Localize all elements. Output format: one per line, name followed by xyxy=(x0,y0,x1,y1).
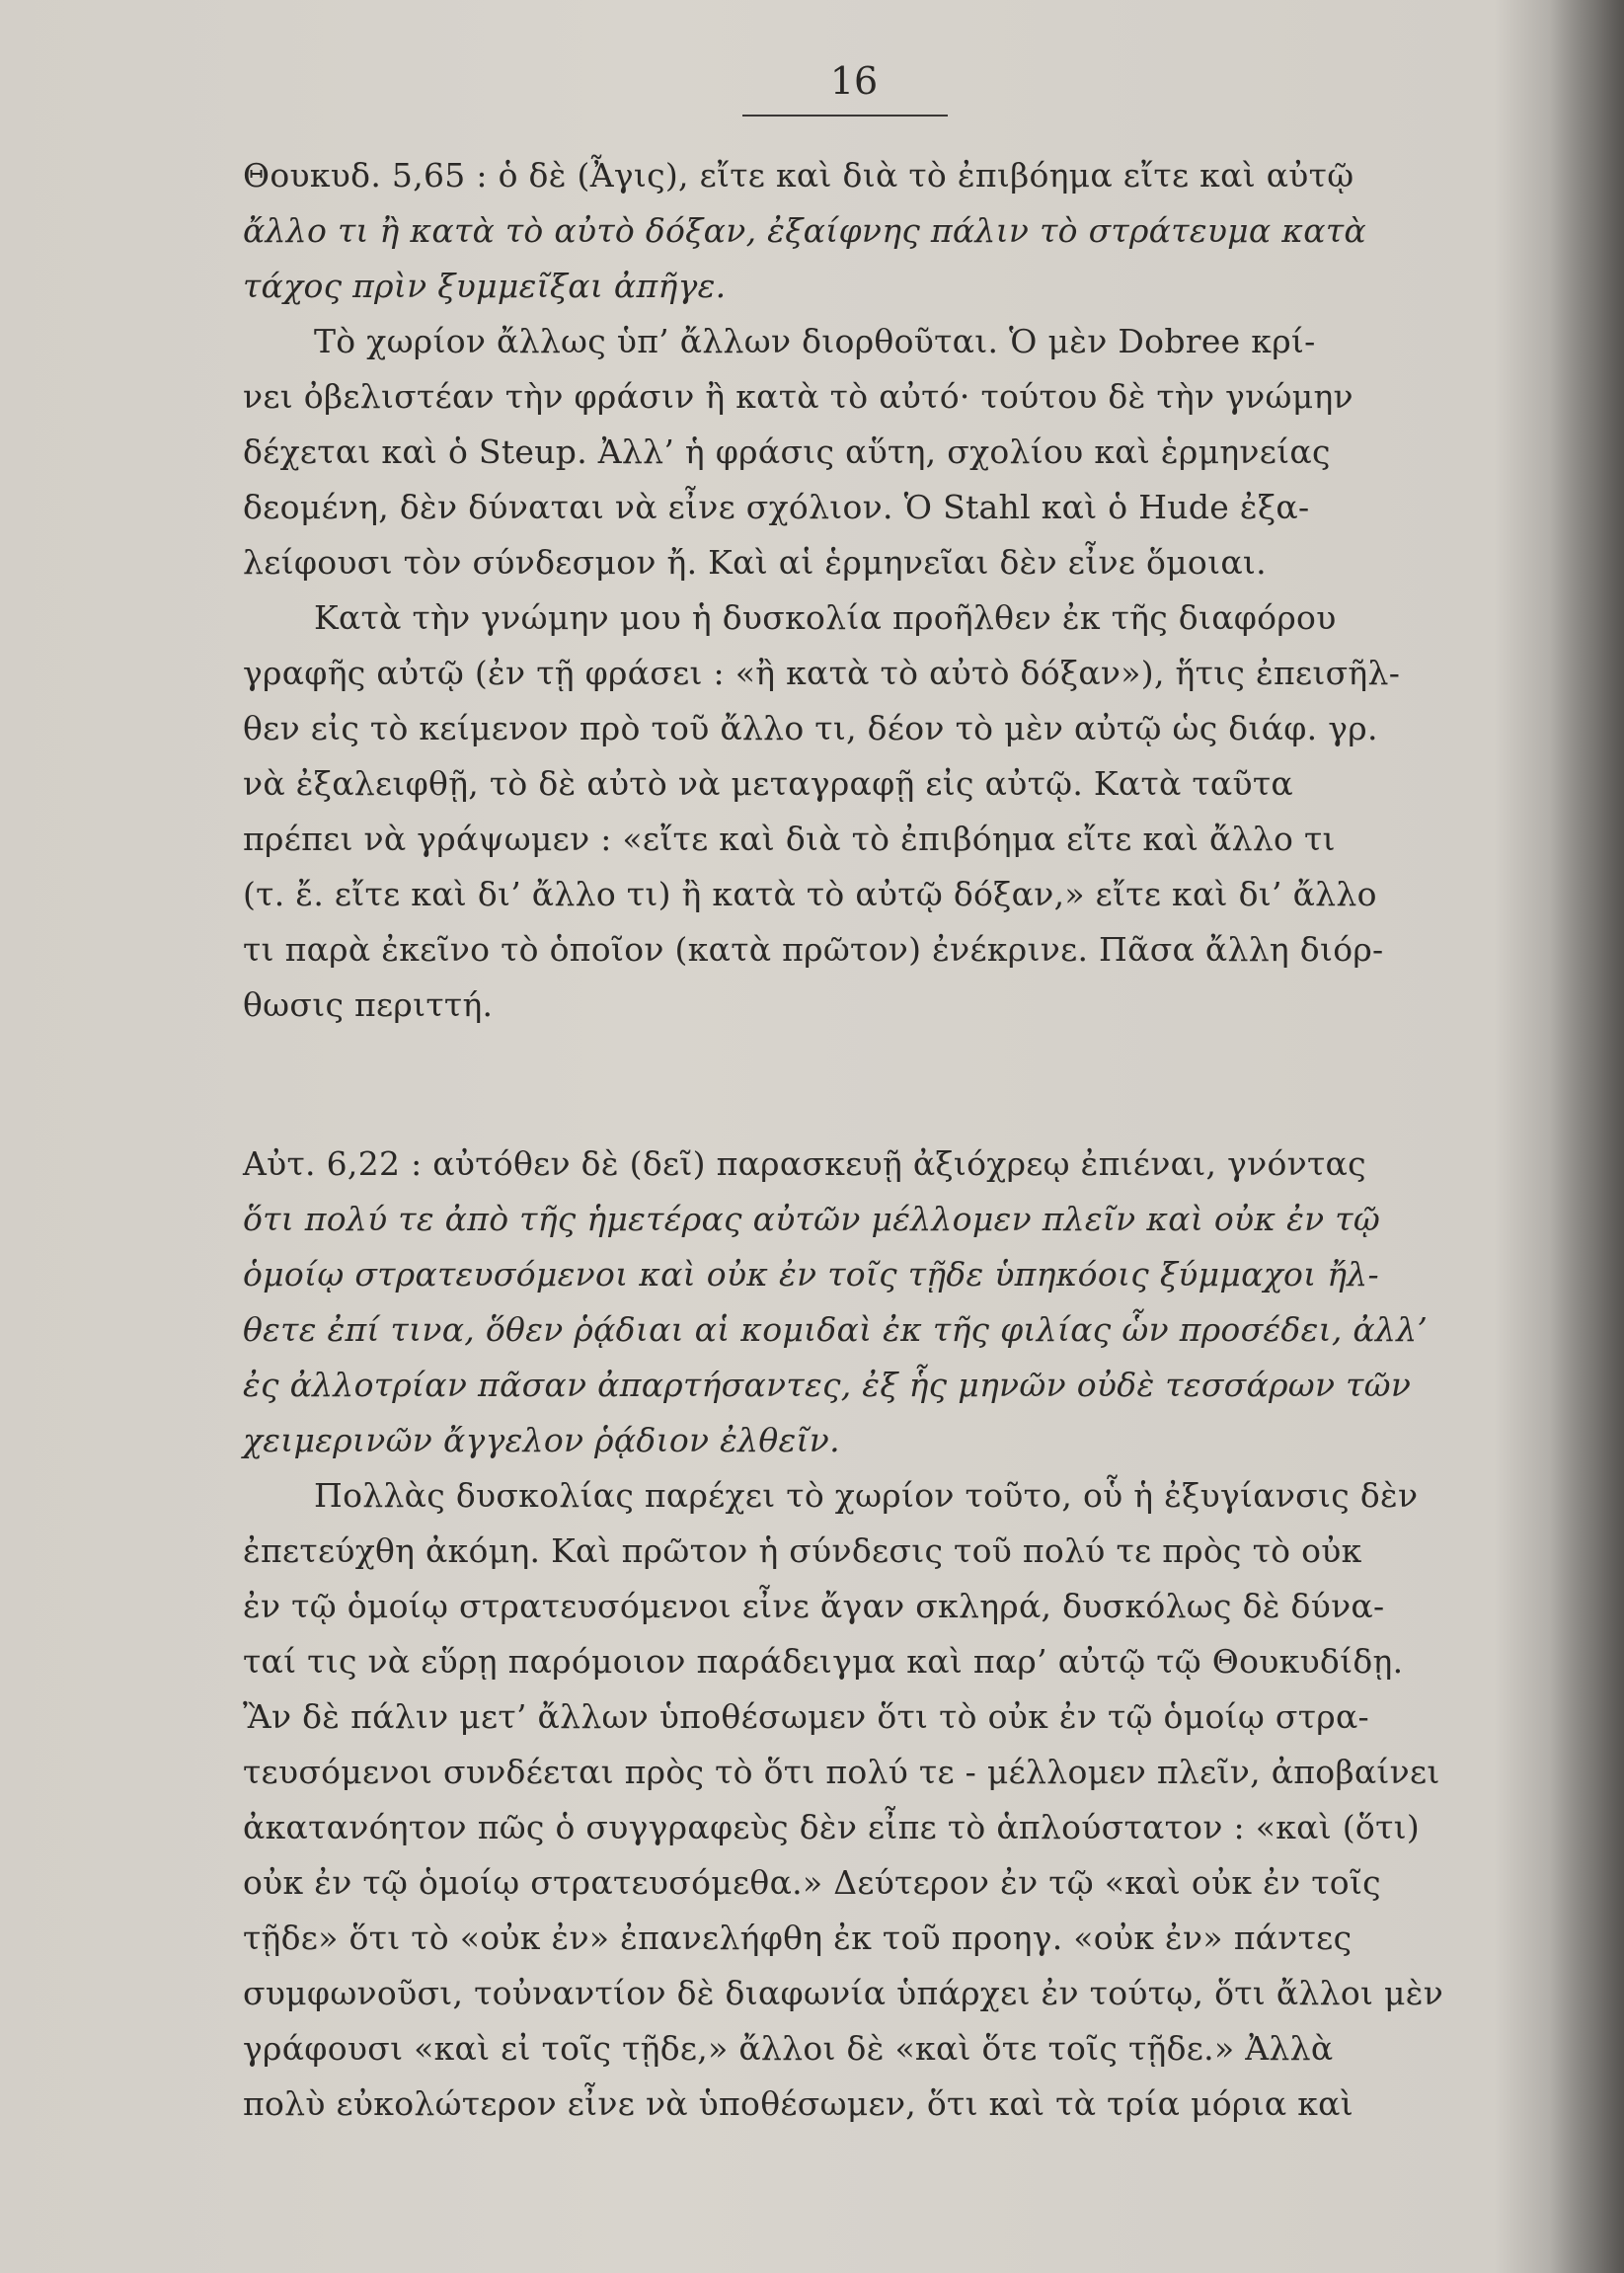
text-line: τι παρὰ ἐκεῖνο τὸ ὁποῖον (κατὰ πρῶτον) ἐνέκρινε. Πᾶσα ἄλλη διόρ- xyxy=(243,930,1384,969)
text-line: δεομένη, δὲν δύναται νὰ εἶνε σχόλιον. Ὁ Stahl καὶ ὁ Hude ἐξα- xyxy=(243,488,1310,526)
text-line: πρέπει νὰ γράψωμεν : «εἴτε καὶ διὰ τὸ ἐπιβόημα εἴτε καὶ ἄλλο τι xyxy=(243,820,1336,858)
page-number-rule xyxy=(742,115,948,117)
text-line: θετε ἐπί τινα, ὅθεν ῥᾴδιαι αἱ κομιδαὶ ἐκ τῆς φιλίας ὧν προσέδει, ἀλλ’ xyxy=(243,1310,1429,1349)
text-line: ὁμοίῳ στρατευσόμενοι καὶ οὐκ ἐν τοῖς τῇδε ὑπηκόοις ξύμμαχοι ἤλ- xyxy=(243,1255,1379,1293)
text-line: ἐν τῷ ὁμοίῳ στρατευσόμενοι εἶνε ἄγαν σκληρά, δυσκόλως δὲ δύνα- xyxy=(243,1587,1385,1625)
text-line: θεν εἰς τὸ κείμενον πρὸ τοῦ ἄλλο τι, δέον τὸ μὲν αὐτῷ ὡς διάφ. γρ. xyxy=(243,709,1378,747)
text-line: Ἂν δὲ πάλιν μετ’ ἄλλων ὑποθέσωμεν ὅτι τὸ οὐκ ἐν τῷ ὁμοίῳ στρα- xyxy=(243,1697,1369,1736)
text-line: χειμερινῶν ἄγγελον ῥᾴδιον ἐλθεῖν. xyxy=(243,1421,840,1459)
text-line: γράφουσι «καὶ εἰ τοῖς τῇδε,» ἄλλοι δὲ «καὶ ὅτε τοῖς τῇδε.» Ἀλλὰ xyxy=(243,2029,1334,2068)
text-line: τευσόμενοι συνδέεται πρὸς τὸ ὅτι πολύ τε - μέλλομεν πλεῖν, ἀποβαίνει xyxy=(243,1753,1440,1791)
text-line: τάχος πρὶν ξυμμεῖξαι ἀπῆγε. xyxy=(243,267,727,305)
text-line: οὐκ ἐν τῷ ὁμοίῳ στρατευσόμεθα.» Δεύτερον ἐν τῷ «καὶ οὐκ ἐν τοῖς xyxy=(243,1863,1381,1902)
text-line: Κατὰ τὴν γνώμην μου ἡ δυσκολία προῆλθεν ἐκ τῆς διαφόρου xyxy=(314,598,1337,637)
text-line: Αὐτ. 6,22 : αὐτόθεν δὲ (δεῖ) παρασκευῇ ἀξιόχρεῳ ἐπιέναι, γνόντας xyxy=(243,1144,1366,1183)
text-section-2 xyxy=(243,1136,1467,2132)
text-line: ἀκατανόητον πῶς ὁ συγγραφεὺς δὲν εἶπε τὸ ἁπλούστατον : «καὶ (ὅτι) xyxy=(243,1808,1421,1846)
text-line: ταί τις νὰ εὕρῃ παρόμοιον παράδειγμα καὶ παρ’ αὐτῷ τῷ Θουκυδίδῃ. xyxy=(243,1642,1404,1681)
text-line: ὅτι πολύ τε ἀπὸ τῆς ἡμετέρας αὐτῶν μέλλομεν πλεῖν καὶ οὐκ ἐν τῷ xyxy=(243,1200,1381,1238)
text-line: ἐπετεύχθη ἀκόμη. Καὶ πρῶτον ἡ σύνδεσις τοῦ πολύ τε πρὸς τὸ οὐκ xyxy=(243,1531,1362,1570)
text-line: συμφωνοῦσι, τοὐναντίον δὲ διαφωνία ὑπάρχει ἐν τούτῳ, ὅτι ἄλλοι μὲν xyxy=(243,1974,1444,2012)
text-line: νει ὀβελιστέαν τὴν φράσιν ἢ κατὰ τὸ αὐτό· τούτου δὲ τὴν γνώμην xyxy=(243,377,1353,416)
page-number: 16 xyxy=(829,59,879,103)
text-line: νὰ ἐξαλειφθῇ, τὸ δὲ αὐτὸ νὰ μεταγραφῇ εἰς αὐτῷ. Κατὰ ταῦτα xyxy=(243,764,1294,803)
text-line: πολὺ εὐκολώτερον εἶνε νὰ ὑποθέσωμεν, ὅτι καὶ τὰ τρία μόρια καὶ xyxy=(243,2084,1353,2123)
text-line: θωσις περιττή. xyxy=(243,985,494,1024)
text-line: ἐς ἀλλοτρίαν πᾶσαν ἀπαρτήσαντες, ἐξ ἧς μηνῶν οὐδὲ τεσσάρων τῶν xyxy=(243,1366,1412,1404)
text-line: Τὸ χωρίον ἄλλως ὑπ’ ἄλλων διορθοῦται. Ὁ μὲν Dobree κρί- xyxy=(314,322,1316,360)
text-line: (τ. ἔ. εἴτε καὶ δι’ ἄλλο τι) ἢ κατὰ τὸ αὐτῷ δόξαν,» εἴτε καὶ δι’ ἄλλο xyxy=(243,875,1377,913)
text-line: Πολλὰς δυσκολίας παρέχει τὸ χωρίον τοῦτο, οὗ ἡ ἐξυγίανσις δὲν xyxy=(314,1476,1419,1515)
text-line: δέχεται καὶ ὁ Steup. Ἀλλ’ ἡ φράσις αὕτη, σχολίου καὶ ἑρμηνείας xyxy=(243,432,1331,471)
text-line: λείφουσι τὸν σύνδεσμον ἤ. Καὶ αἱ ἑρμηνεῖαι δὲν εἶνε ὅμοιαι. xyxy=(243,543,1267,582)
text-line: τῇδε» ὅτι τὸ «οὐκ ἐν» ἐπανελήφθη ἐκ τοῦ προηγ. «οὐκ ἐν» πάντες xyxy=(243,1919,1353,1957)
text-line: Θουκυδ. 5,65 : ὁ δὲ (Ἆγις), εἴτε καὶ διὰ τὸ ἐπιβόημα εἴτε καὶ αὐτῷ xyxy=(243,156,1354,195)
page-binding-shadow xyxy=(1550,0,1624,2273)
text-section-1 xyxy=(243,148,1467,1033)
text-line: ἄλλο τι ἢ κατὰ τὸ αὐτὸ δόξαν, ἐξαίφνης πάλιν τὸ στράτευμα κατὰ xyxy=(243,211,1366,250)
text-line: γραφῆς αὐτῷ (ἐν τῇ φράσει : «ἢ κατὰ τὸ αὐτὸ δόξαν»), ἥτις ἐπεισῆλ- xyxy=(243,654,1401,692)
